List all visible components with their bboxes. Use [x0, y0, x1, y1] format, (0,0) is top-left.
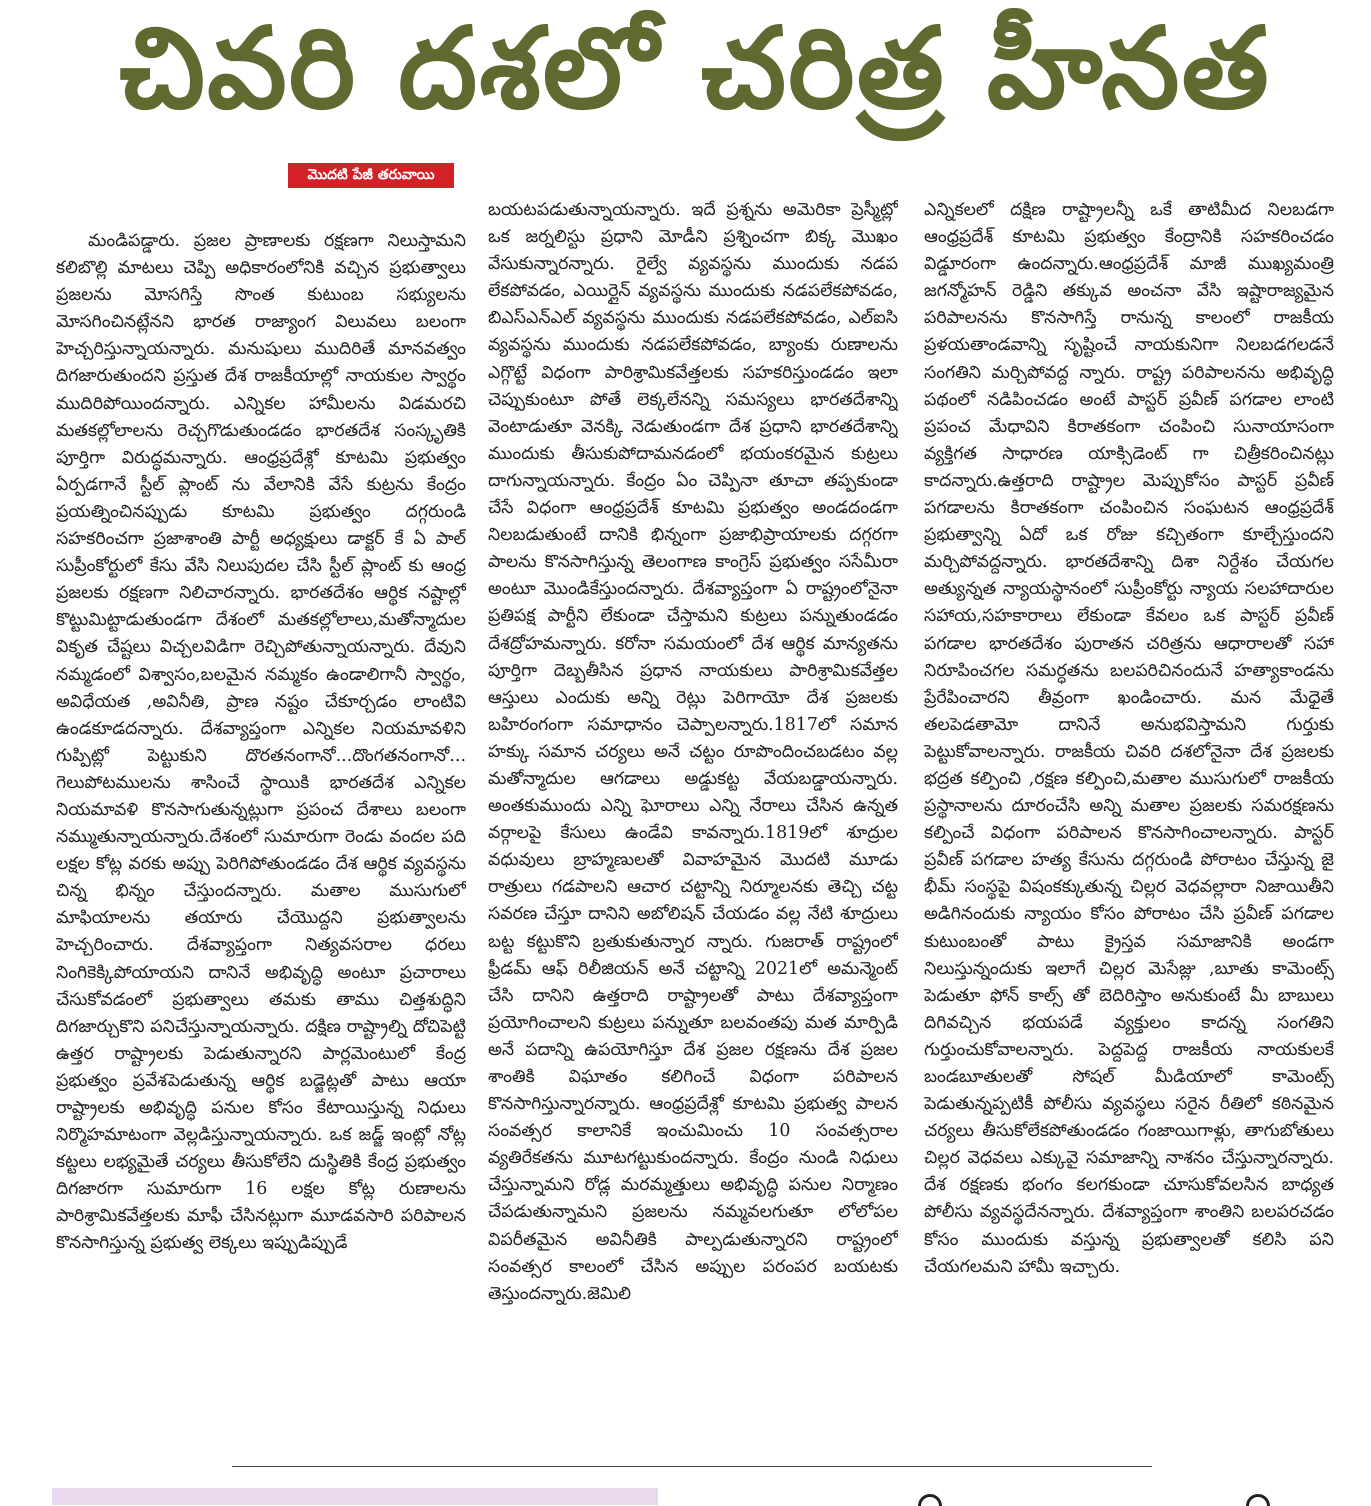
article-column-2 [488, 197, 898, 1422]
advertisement-strip [52, 1488, 658, 1505]
continuation-tag: మొదటి పేజీ తరువాయి [288, 163, 454, 188]
column-1-text: మండిపడ్డారు. ప్రజల ప్రాణాలకు రక్షణగా నిలుస్తామని కలిబొల్లి మాటలు చెప్పి అధికారంలోనికి వచ్చిన ప్రభుత్వాలు ప్రజలను మోసగిస్తే సొంత కుటుంబ సభ్యులను మోసగించినట్లేనని భారత రాజ్యాంగ విలువలు బలంగా హెచ్చరిస్తున్నాయన్నారు. మనుషులు ముదిరితే మానవత్వం దిగజారుతుందని ప్రస్తుత దేశ రాజకీయాల్లో నాయకుల స్వార్థం ముదిరిపోయిందన్నారు. ఎన్నికల హామీలను విడమరచి మతకల్లోలాలను రెచ్చగొడుతుండడం భారతదేశ సంస్కృతికి పూర్తిగా విరుద్ధమన్నారు. ఆంధ్రప్రదేశ్లో కూటమి ప్రభుత్వం ఏర్పడగానే స్టీల్ ప్లాంట్ ను వేలానికి వేసే కుట్రను కేంద్రం ప్రయత్నించినప్పుడు కూటమి ప్రభుత్వం దగ్గరుండి సహకరించగా ప్రజాశాంతి పార్టీ అధ్యక్షులు డాక్టర్ కే ఏ పాల్ సుప్రీంకోర్టులో కేసు వేసి నిలుపుదల చేసి స్టీల్ ప్లాంట్ కు ఆంధ్ర ప్రజలకు రక్షణగా నిలిచారన్నారు. భారతదేశం ఆర్థిక నష్టాల్లో కొట్టుమిట్టాడుతుండగా దేశంలో మతకల్లోలాలు,మతోన్మాదుల వికృత చేష్టలు విచ్చలవిడిగా రెచ్చిపోతున్నాయన్నారు. దేవుని నమ్మడంలో విశ్వాసం,బలమైన నమ్మకం ఉండాలిగానీ స్వార్థం, అవిధేయత ,అవినీతి, ప్రాణ నష్టం చేకూర్చడం లాంటివి ఉండకూడదన్నారు. దేశవ్యాప్తంగా ఎన్నికల నియమావళిని గుప్పిట్లో పెట్టుకుని దొరతనంగానో...దొంగతనంగానో... గెలుపోటములను శాసించే స్థాయికి భారతదేశ ఎన్నికల నియమావళి కొనసాగుతున్నట్లుగా ప్రపంచ దేశాలు బలంగా నమ్ముతున్నాయన్నారు.దేశంలో సుమారుగా రెండు వందల పది లక్షల కోట్ల వరకు అప్పు పెరిగిపోతుండడం దేశ ఆర్థిక వ్యవస్థను చిన్న భిన్నం చేస్తుందన్నారు. మతాల ముసుగులో మాఫియాలను తయారు చేయొద్దని ప్రభుత్వాలను హెచ్చరించారు. దేశవ్యాప్తంగా నిత్యవసరాల ధరలు నింగికెక్కిపోయాయని దానినే అభివృద్ధి అంటూ ప్రచారాలు చేసుకోవడంలో ప్రభుత్వాలు తమకు తాము చిత్తశుద్ధిని దిగజార్చుకొని పనిచేస్తున్నాయన్నారు. దక్షిణ రాష్ట్రాల్ని దోచిపెట్టి ఉత్తర రాష్ట్రాలకు పెడుతున్నారని పార్లమెంటులో కేంద్ర ప్రభుత్వం ప్రవేశపెడుతున్న ఆర్థిక బడ్జెట్లతో పాటు ఆయా రాష్ట్రాలకు అభివృద్ధి పనుల కోసం కేటాయిస్తున్న నిధులు నిర్మొహమాటంగా వెల్లడిస్తున్నాయన్నారు. ఒక జడ్జ్ ఇంట్లో నోట్ల కట్టలు లభ్యమైతే చర్యలు తీసుకోలేని దుస్థితికి కేంద్ర ప్రభుత్వం దిగజారగా సుమారుగా 16 లక్షల కోట్ల రుణాలను పారిశ్రామికవేత్తలకు మాఫీ చేసినట్లుగా మూడవసారి పరిపాలన కొనసాగిస్తున్న ప్రభుత్వ లెక్కలు ఇప్పుడిప్పుడే [56, 231, 466, 1254]
cropped-glyph-left [918, 1494, 942, 1506]
column-3-text: ఎన్నికలలో దక్షిణ రాష్ట్రాలన్నీ ఒకే తాటిమీద నిలబడగా ఆంధ్రప్రదేశ్ కూటమి ప్రభుత్వం కేంద్రానికి సహకరించడం విడ్డూరంగా ఉందన్నారు.ఆంధ్రప్రదేశ్ మాజీ ముఖ్యమంత్రి జగన్మోహన్ రెడ్డిని తక్కువ అంచనా వేసి ఇష్టారాజ్యమైన పరిపాలనను కొనసాగిస్తే రానున్న కాలంలో రాజకీయ ప్రళయతాండవాన్ని సృష్టించే నాయకునిగా నిలబడగలడనే సంగతిని మర్చిపోవద్ద న్నారు. రాష్ట్ర పరిపాలనను అభివృద్ధి పథంలో నడిపించడం అంటే పాస్టర్ ప్రవీణ్ పగడాల లాంటి ప్రపంచ మేధావిని కిరాతకంగా చంపించి సునాయాసంగా వ్యక్తిగత సాధారణ యాక్సిడెంట్ గా చిత్రీకరించినట్లు కాదన్నారు.ఉత్తరాది రాష్ట్రాల మెప్పుకోసం పాస్టర్ ప్రవీణ్ పగడాలను కిరాతకంగా చంపించిన సంఘటన ఆంధ్రప్రదేశ్ ప్రభుత్వాన్ని ఏదో ఒక రోజు కచ్చితంగా కూల్చేస్తుందని మర్చిపోవద్దన్నారు. భారతదేశాన్ని దిశా నిర్దేశం చేయగల అత్యున్నత న్యాయస్థానంలో సుప్రీంకోర్టు న్యాయ సలహాదారుల సహాయ,సహకారాలు లేకుండా కేవలం ఒక పాస్టర్ ప్రవీణ్ పగడాల భారతదేశం పురాతన చరిత్రను ఆధారాలతో సహా నిరూపించగల సమర్ధతను బలపరిచినందునే హత్యాకాండను ప్రేరేపించారని తీవ్రంగా ఖండించారు. మన మేధైతే తలపెడతామో దానినే అనుభవిస్తామని గుర్తుకు పెట్టుకోవాలన్నారు. రాజకీయ చివరి దశలోనైనా దేశ ప్రజలకు భద్రత కల్పించి ,రక్షణ కల్పించి,మతాల ముసుగులో రాజకీయ ప్రస్థానాలను దూరంచేసి అన్ని మతాల ప్రజలకు సమరక్షణను కల్పించే విధంగా పరిపాలన కొనసాగించాలన్నారు. పాస్టర్ ప్రవీణ్ పగడాల హత్య కేసును దగ్గరుండి పోరాటం చేస్తున్న జై భీమ్ సంస్థపై విషంకక్కుతున్న చిల్లర వెధవల్లారా నిజాయితీని అడిగినందుకు న్యాయం కోసం పోరాటం చేసి ప్రవీణ్ పగడాల కుటుంబంతో పాటు క్రైస్తవ సమాజానికి అండగా నిలుస్తున్నందుకు ఇలాగే చిల్లర మెసేజ్లు ,బూతు కామెంట్స్ పెడుతూ ఫోన్ కాల్స్ తో బెదిరిస్తాం అనుకుంటే మీ బాబులు దిగివచ్చిన భయపడే వ్యక్తులం కాదన్న సంగతిని గుర్తుంచుకోవాలన్నారు. పెద్దపెద్ద రాజకీయ నాయకులకే బండబూతులతో సోషల్ మీడియాలో కామెంట్స్ పెడుతున్నప్పటికీ పోలీసు వ్యవస్థలు సరైన రీతిలో కఠినమైన చర్యలు తీసుకోలేకపోతుండడం గంజాయిగాళ్లు, తాగుబోతులు చిల్లర వెధవలు ఎక్కువై సమాజాన్ని నాశనం చేస్తున్నారన్నారు. దేశ రక్షణకు భంగం కలగకుండా చూసుకోవలసిన బాధ్యత పోలీసు వ్యవస్థదేనన్నారు. దేశవ్యాప్తంగా శాంతిని బలపరచడం కోసం ముందుకు వస్తున్న ప్రభుత్వాలతో కలిసి పని చేయగలమని హామీ ఇచ్చారు. [924, 200, 1334, 1277]
bottom-divider [232, 1466, 1152, 1467]
column-2-text: బయటపడుతున్నాయన్నారు. ఇదే ప్రశ్నను అమెరికా ప్రెస్మీట్లో ఒక జర్నలిస్టు ప్రధాని మోడీని ప్రశ్నించగా బిక్క మొఖం వేసుకున్నారన్నారు. రైల్వే వ్యవస్థను ముందుకు నడప లేకపోవడం, ఎయిర్లైన్ వ్యవస్థను ముందుకు నడపలేకపోవడం, బిఎస్ఎన్ఎల్ వ్యవస్థను ముందుకు నడపలేకపోవడం, ఎల్ఐసి వ్యవస్థను ముందుకు నడపలేకపోవడం, బ్యాంకు రుణాలను ఎగ్గొట్టే విధంగా పారిశ్రామికవేత్తలకు సహకరిస్తుండడం ఇలా చెప్పుకుంటూ పోతే లెక్కలేనన్ని సమస్యలు భారతదేశాన్ని వెంటాడుతూ వెనక్కి నెడుతుండగా దేశ ప్రధాని భారతదేశాన్ని ముందుకు తీసుకుపోదామనడంలో భయంకరమైన కుట్రలు దాగున్నాయన్నారు. కేంద్రం ఏం చెప్పినా తూచా తప్పకుండా చేసే విధంగా ఆంధ్రప్రదేశ్ కూటమి ప్రభుత్వం అండదండగా నిలబడుతుంటే దానికి భిన్నంగా ప్రజాభిప్రాయాలకు దగ్గరగా పాలను కొనసాగిస్తున్న తెలంగాణ కాంగ్రెస్ ప్రభుత్వం ససేమీరా అంటూ మొండికేస్తుందన్నారు. దేశవ్యాప్తంగా ఏ రాష్ట్రంలోనైనా ప్రతిపక్ష పార్టీని లేకుండా చేస్తామని కుట్రలు పన్నుతుండడం దేశద్రోహమన్నారు. కరోనా సమయంలో దేశ ఆర్థిక మాన్యతను పూర్తిగా దెబ్బతీసిన ప్రధాన నాయకులు పారిశ్రామికవేత్తల ఆస్తులు ఎందుకు అన్ని రెట్లు పెరిగాయో దేశ ప్రజలకు బహిరంగంగా సమాధానం చెప్పాలన్నారు.1817లో సమాన హక్కు సమాన చర్యలు అనే చట్టం రూపొందించబడటం వల్ల మతోన్మాదుల ఆగడాలు అడ్డుకట్ట వేయబడ్డాయన్నారు. అంతకుముందు ఎన్ని ఘోరాలు ఎన్ని నేరాలు చేసిన ఉన్నత వర్గాలపై కేసులు ఉండేవి కావన్నారు.1819లో శూద్రుల వధువులు బ్రాహ్మణులతో వివాహమైన మొదటి మూడు రాత్రులు గడపాలని ఆచార చట్టాన్ని నిర్మూలనకు తెచ్చి చట్ట సవరణ చేస్తూ దానిని అబోలిషన్ చేయడం వల్ల నేటి శూద్రులు బట్ట కట్టుకొని బ్రతుకుతున్నార న్నారు. గుజరాత్ రాష్ట్రంలో ఫ్రీడమ్ ఆఫ్ రిలీజియన్ అనే చట్టాన్ని 2021లో అమన్మెంట్ చేసి దానిని ఉత్తరాది రాష్ట్రాలతో పాటు దేశవ్యాప్తంగా ప్రయోగించాలని కుట్రలు పన్నుతూ బలవంతపు మత మార్పిడి అనే పదాన్ని ఉపయోగిస్తూ దేశ ప్రజల రక్షణను దేశ ప్రజల శాంతికి విఘాతం కలిగించే విధంగా పరిపాలన కొనసాగిస్తున్నారన్నారు. ఆంధ్రప్రదేశ్లో కూటమి ప్రభుత్వ పాలన సంవత్సర కాలానికే ఇంచుమించు 10 సంవత్సరాల వ్యతిరేకతను మూటగట్టుకుందన్నారు. కేంద్రం నుండి నిధులు చేస్తున్నామని రోడ్ల మరమ్మత్తులు అభివృద్ధి పనుల నిర్మాణం చేపడుతున్నామని ప్రజలను నమ్మవలగుతూ లోలోపల విపరీతమైన అవినీతికి పాల్పడుతున్నారని రాష్ట్రంలో సంవత్సర కాలంలో చేసిన అప్పుల పరంపర బయటకు తెస్తుందన్నారు.జెమిలి [488, 200, 898, 1304]
cropped-glyph-right [1246, 1494, 1270, 1506]
article-column-3 [924, 197, 1334, 1422]
headline: చివరి దశలో చరిత్ర హీనత [119, 4, 1271, 134]
article-column-1 [56, 228, 466, 1423]
